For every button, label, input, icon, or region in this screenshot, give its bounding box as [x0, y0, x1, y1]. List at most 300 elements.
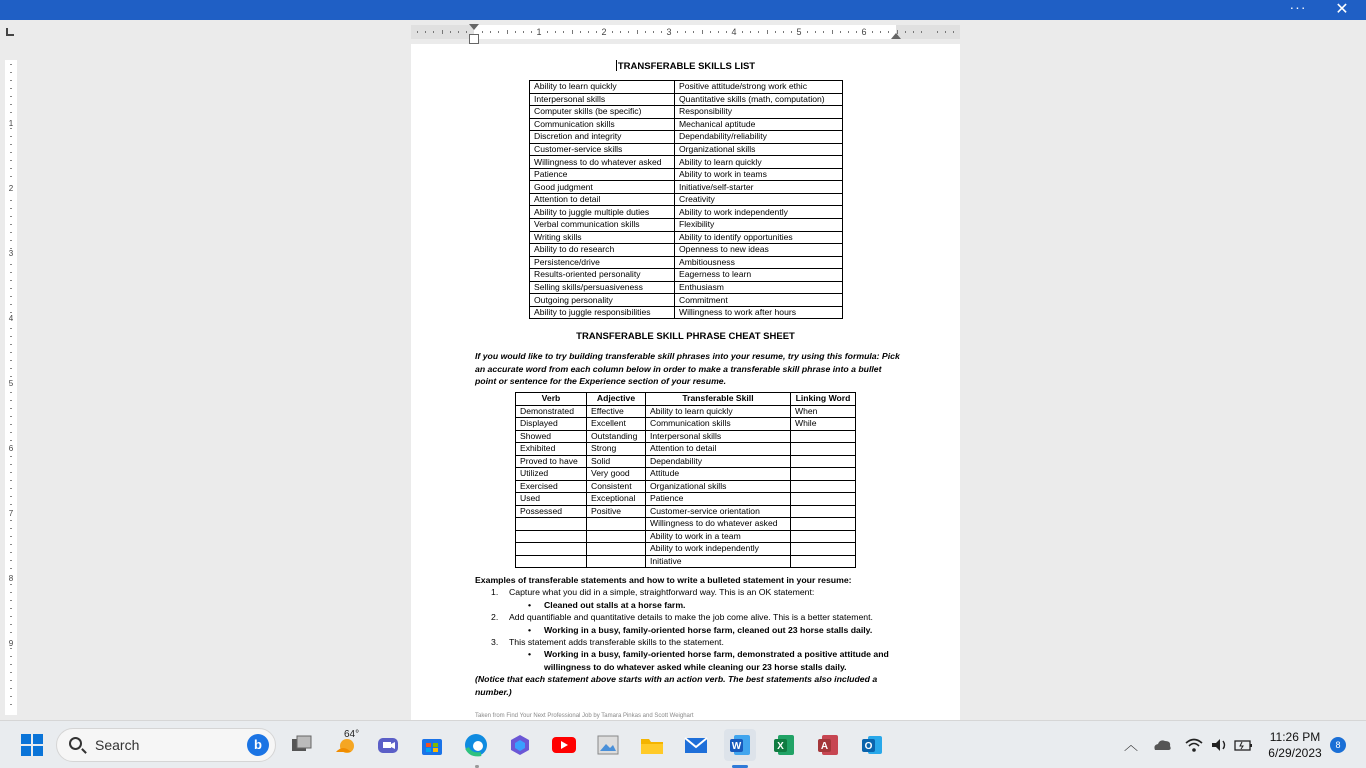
table-row — [516, 468, 856, 481]
ruler-tick — [10, 80, 12, 81]
ruler-tick — [677, 31, 678, 33]
table-cell: Outstanding — [587, 430, 646, 443]
list-item — [475, 586, 915, 598]
ruler-tick — [718, 31, 719, 33]
ruler-tick — [628, 31, 629, 33]
table-cell: While — [791, 418, 856, 431]
ruler-tick — [10, 536, 12, 537]
ruler-tick — [10, 344, 12, 345]
ruler-tick — [10, 312, 12, 313]
ruler-tick — [10, 216, 12, 217]
ruler-number: 1 — [536, 27, 542, 37]
table-cell: Eagerness to learn — [675, 269, 843, 282]
table-cell: Ambitiousness — [675, 256, 843, 269]
list-item — [475, 611, 915, 623]
ruler-tick — [523, 31, 524, 33]
photos-icon[interactable] — [592, 729, 624, 761]
table-cell — [587, 530, 646, 543]
table-row — [530, 256, 843, 269]
bullet-text: Working in a busy, family-oriented horse farm, demonstrated a positive attitude and willingness to do whatever asked while cleaning our 23 horse stalls daily. — [544, 649, 889, 672]
microsoft-store-icon[interactable] — [416, 729, 448, 761]
document-page[interactable] — [411, 44, 960, 720]
table-cell: Demonstrated — [516, 405, 587, 418]
bullet-text: Working in a busy, family-oriented horse farm, cleaned out 23 horse stalls daily. — [544, 624, 873, 635]
ruler-tick — [685, 31, 686, 33]
ruler-tick — [710, 31, 711, 33]
right-indent-marker[interactable] — [891, 32, 901, 39]
tab-selector-icon[interactable] — [6, 28, 14, 36]
ruler-number: 2 — [601, 27, 607, 37]
table-row — [530, 244, 843, 257]
ruler-tick — [10, 680, 12, 681]
table-cell: Very good — [587, 468, 646, 481]
ruler-tick — [507, 30, 508, 34]
notice-text: (Notice that each statement above starts with an action verb. The best statements also included a number.) — [475, 674, 878, 697]
ruler-tick — [10, 704, 12, 705]
ruler-tick — [953, 31, 954, 33]
table-row — [530, 181, 843, 194]
horizontal-ruler[interactable] — [411, 25, 960, 39]
table-cell: Attitude — [646, 468, 791, 481]
ruler-tick — [10, 328, 12, 329]
ruler-tick — [10, 688, 12, 689]
ruler-number: 9 — [5, 639, 17, 648]
table-cell: Commitment — [675, 294, 843, 307]
table-cell — [791, 430, 856, 443]
ruler-tick — [425, 31, 426, 33]
ruler-tick — [840, 31, 841, 33]
table-cell — [587, 555, 646, 568]
ruler-tick — [921, 31, 922, 33]
ruler-tick — [10, 528, 12, 529]
ruler-tick — [10, 104, 12, 105]
list-number: 1. — [491, 587, 499, 598]
table-cell: Quantitative skills (math, computation) — [675, 93, 843, 106]
table-cell: Showed — [516, 430, 587, 443]
ruler-tick — [702, 30, 703, 34]
page-title — [411, 60, 960, 72]
list-number: 2. — [491, 612, 499, 623]
ruler-tick — [10, 440, 12, 441]
table-cell — [791, 518, 856, 531]
more-options-icon[interactable]: ··· — [1289, 0, 1307, 15]
ruler-number: 3 — [5, 249, 17, 258]
youtube-icon[interactable] — [548, 729, 580, 761]
edge-icon[interactable] — [460, 729, 492, 761]
ruler-tick — [693, 31, 694, 33]
list-text: Capture what you did in a simple, straightforward way. This is an OK statement: — [509, 587, 815, 598]
table-cell: Exercised — [516, 480, 587, 493]
table-cell: Computer skills (be specific) — [530, 106, 675, 119]
ruler-tick — [555, 31, 556, 33]
search-label: Search — [95, 737, 140, 753]
wifi-icon[interactable] — [1180, 729, 1208, 761]
table-row — [516, 518, 856, 531]
svg-text:O: O — [864, 741, 873, 752]
ruler-tick — [10, 616, 12, 617]
table-cell: Patience — [530, 168, 675, 181]
ruler-tick — [823, 31, 824, 33]
ruler-tick — [937, 31, 938, 33]
table-cell: Enthusiasm — [675, 281, 843, 294]
ruler-tick — [10, 480, 12, 481]
ruler-tick — [531, 31, 532, 33]
ruler-tick — [10, 144, 12, 145]
copilot-icon[interactable] — [504, 729, 536, 761]
cheat-sheet-title: TRANSFERABLE SKILL PHRASE CHEAT SHEET — [576, 331, 795, 342]
table-cell — [791, 480, 856, 493]
table-cell: Communication skills — [646, 418, 791, 431]
ruler-tick — [905, 31, 906, 33]
table-cell: Ability to learn quickly — [530, 81, 675, 94]
ruler-tick — [775, 31, 776, 33]
table-row — [530, 106, 843, 119]
table-cell: Attention to detail — [646, 443, 791, 456]
clock-date: 6/29/2023 — [1268, 746, 1322, 760]
ruler-tick — [547, 31, 548, 33]
skills-table — [529, 80, 843, 319]
intro-paragraph: If you would like to try building transferable skill phrases into your resume, try using this formula: Pick an accurate word from each column below in order to make a transferable skill phrase into a bullet point or sentence for the Experience section of your resume. — [475, 351, 900, 386]
table-cell: Ability to juggle multiple duties — [530, 206, 675, 219]
column-header: Transferable Skill — [646, 393, 791, 406]
ruler-tick — [10, 696, 12, 697]
access-icon[interactable] — [812, 729, 844, 761]
ruler-tick — [10, 176, 12, 177]
ruler-tick — [645, 31, 646, 33]
ruler-tick — [10, 648, 12, 649]
ruler-tick — [588, 31, 589, 33]
table-cell — [587, 543, 646, 556]
table-cell: Ability to work independently — [675, 206, 843, 219]
ruler-tick — [10, 88, 12, 89]
weather-temperature: 64° — [344, 729, 360, 740]
column-header: Verb — [516, 393, 587, 406]
start-button[interactable] — [16, 729, 48, 761]
table-cell: Attention to detail — [530, 193, 675, 206]
list-text: This statement adds transferable skills to the statement. — [509, 637, 724, 648]
ruler-tick — [10, 408, 12, 409]
table-cell: Possessed — [516, 505, 587, 518]
ruler-tick — [10, 456, 12, 457]
table-header-row — [516, 393, 856, 406]
ruler-tick — [758, 31, 759, 33]
ruler-tick — [10, 608, 12, 609]
table-cell: Ability to identify opportunities — [675, 231, 843, 244]
table-cell: Customer-service orientation — [646, 505, 791, 518]
table-row — [516, 430, 856, 443]
table-cell: Patience — [646, 493, 791, 506]
bullet-item — [475, 599, 915, 611]
ruler-tick — [10, 600, 12, 601]
page-title-text: TRANSFERABLE SKILLS LIST — [617, 61, 756, 72]
ruler-number: 5 — [796, 27, 802, 37]
table-cell: Ability to learn quickly — [675, 156, 843, 169]
ruler-tick — [10, 584, 12, 585]
ruler-tick — [661, 31, 662, 33]
table-cell — [587, 518, 646, 531]
ruler-tick — [10, 240, 12, 241]
ruler-number: 8 — [5, 574, 17, 583]
system-clock[interactable] — [1258, 729, 1332, 761]
ruler-number: 5 — [5, 379, 17, 388]
table-cell — [516, 543, 587, 556]
ruler-tick — [450, 31, 451, 33]
ruler-tick — [815, 31, 816, 33]
ruler-tick — [10, 520, 12, 521]
table-row — [530, 281, 843, 294]
ruler-tick — [653, 31, 654, 33]
ruler-tick — [880, 31, 881, 33]
ruler-tick — [10, 112, 12, 113]
table-row — [516, 493, 856, 506]
ruler-tick — [563, 31, 564, 33]
table-cell: When — [791, 405, 856, 418]
ruler-tick — [10, 664, 12, 665]
ruler-tick — [10, 488, 12, 489]
ruler-tick — [10, 264, 12, 265]
windows-logo-icon — [21, 734, 43, 756]
table-cell: Solid — [587, 455, 646, 468]
bullet-item — [475, 648, 915, 673]
bullet-item — [475, 624, 915, 636]
ruler-tick — [10, 392, 12, 393]
ruler-tick — [10, 360, 12, 361]
ruler-tick — [10, 432, 12, 433]
table-row — [516, 455, 856, 468]
table-row — [516, 555, 856, 568]
ruler-tick — [10, 376, 12, 377]
ruler-tick — [10, 280, 12, 281]
cheat-sheet-table — [515, 392, 856, 568]
ruler-number: 1 — [5, 119, 17, 128]
table-row — [530, 294, 843, 307]
left-indent-marker[interactable] — [469, 34, 479, 44]
vertical-ruler[interactable] — [5, 60, 17, 715]
table-cell: Used — [516, 493, 587, 506]
table-cell: Effective — [587, 405, 646, 418]
ruler-number: 3 — [666, 27, 672, 37]
table-cell: Interpersonal skills — [646, 430, 791, 443]
table-cell: Flexibility — [675, 219, 843, 232]
first-line-indent-marker[interactable] — [469, 24, 479, 31]
table-cell: Excellent — [587, 418, 646, 431]
ruler-tick — [10, 552, 12, 553]
ruler-tick — [888, 31, 889, 33]
file-explorer-icon[interactable] — [636, 729, 668, 761]
word-icon[interactable] — [724, 729, 756, 761]
table-cell: Customer-service skills — [530, 143, 675, 156]
ruler-tick — [10, 592, 12, 593]
ruler-tick — [10, 72, 12, 73]
ruler-tick — [637, 30, 638, 34]
taskbar — [0, 720, 1366, 768]
notification-badge[interactable]: 8 — [1330, 737, 1346, 753]
svg-text:A: A — [820, 741, 829, 752]
table-row — [530, 219, 843, 232]
table-cell: Exceptional — [587, 493, 646, 506]
ruler-tick — [572, 30, 573, 34]
table-cell: Displayed — [516, 418, 587, 431]
ruler-tick — [945, 31, 946, 33]
ruler-tick — [10, 160, 12, 161]
ruler-tick — [750, 31, 751, 33]
table-row — [530, 143, 843, 156]
examples-section — [475, 574, 915, 698]
table-row — [516, 405, 856, 418]
ruler-tick — [10, 208, 12, 209]
table-cell: Outgoing personality — [530, 294, 675, 307]
table-row — [530, 81, 843, 94]
ruler-tick — [433, 31, 434, 33]
table-cell: Selling skills/persuasiveness — [530, 281, 675, 294]
ruler-tick — [10, 544, 12, 545]
column-header: Linking Word — [791, 393, 856, 406]
table-cell: Exhibited — [516, 443, 587, 456]
title-bar — [0, 0, 1366, 20]
table-row — [530, 206, 843, 219]
svg-text:W: W — [731, 741, 742, 752]
table-row — [516, 480, 856, 493]
table-row — [516, 418, 856, 431]
table-cell: Willingness to do whatever asked — [646, 518, 791, 531]
examples-heading: Examples of transferable statements and how to write a bulleted statement in your resume: — [475, 575, 852, 585]
table-cell: Openness to new ideas — [675, 244, 843, 257]
search-icon — [69, 737, 82, 750]
mail-icon[interactable] — [680, 729, 712, 761]
bullet-icon: • — [528, 599, 532, 610]
onedrive-icon[interactable] — [1148, 729, 1176, 761]
table-row — [530, 269, 843, 282]
ruler-number: 4 — [731, 27, 737, 37]
table-row — [516, 530, 856, 543]
ruler-tick — [466, 31, 467, 33]
table-row — [530, 156, 843, 169]
bullet-icon: • — [528, 624, 532, 635]
bullet-text: Cleaned out stalls at a horse farm. — [544, 599, 686, 610]
bing-icon[interactable]: b — [247, 734, 269, 756]
table-cell: Good judgment — [530, 181, 675, 194]
ruler-tick — [10, 560, 12, 561]
ruler-number: 7 — [5, 509, 17, 518]
ruler-left-margin — [411, 25, 474, 39]
ruler-tick — [10, 416, 12, 417]
clock-time: 11:26 PM — [1269, 730, 1321, 744]
list-number: 3. — [491, 637, 499, 648]
ruler-tick — [490, 31, 491, 33]
ruler-tick — [10, 464, 12, 465]
table-cell: Ability to learn quickly — [646, 405, 791, 418]
ruler-tick — [807, 31, 808, 33]
table-cell — [516, 530, 587, 543]
ruler-tick — [10, 96, 12, 97]
ruler-tick — [10, 288, 12, 289]
table-cell: Interpersonal skills — [530, 93, 675, 106]
ruler-tick — [10, 472, 12, 473]
ruler-tick — [10, 672, 12, 673]
ruler-tick — [10, 232, 12, 233]
table-row — [516, 443, 856, 456]
ruler-tick — [580, 31, 581, 33]
ruler-tick — [10, 624, 12, 625]
table-cell: Proved to have — [516, 455, 587, 468]
ruler-tick — [767, 30, 768, 34]
ruler-tick — [612, 31, 613, 33]
ruler-number: 6 — [5, 444, 17, 453]
ruler-tick — [515, 31, 516, 33]
teams-chat-icon[interactable] — [372, 729, 404, 761]
table-row — [530, 306, 843, 319]
table-cell: Strong — [587, 443, 646, 456]
ruler-tick — [596, 31, 597, 33]
chevron-up-icon[interactable]: ︿ — [1124, 737, 1138, 753]
list-item — [475, 636, 915, 648]
table-cell: Ability to work independently — [646, 543, 791, 556]
ruler-tick — [10, 632, 12, 633]
ruler-tick — [913, 31, 914, 33]
ruler-tick — [10, 136, 12, 137]
taskbar-search[interactable] — [56, 728, 276, 762]
ruler-tick — [848, 31, 849, 33]
footer-text: Taken from Find Your Next Professional Job by Tamara Pinkas and Scott Weighart — [475, 713, 694, 719]
ruler-tick — [10, 200, 12, 201]
ruler-tick — [458, 31, 459, 33]
table-cell: Ability to work in teams — [675, 168, 843, 181]
table-cell — [791, 555, 856, 568]
battery-icon[interactable] — [1230, 729, 1258, 761]
table-cell: Discretion and integrity — [530, 131, 675, 144]
ruler-tick — [10, 496, 12, 497]
table-row — [530, 168, 843, 181]
table-cell: Willingness to do whatever asked — [530, 156, 675, 169]
table-row — [530, 131, 843, 144]
table-cell: Verbal communication skills — [530, 219, 675, 232]
ruler-tick — [10, 400, 12, 401]
table-cell: Organizational skills — [646, 480, 791, 493]
ruler-tick — [832, 30, 833, 34]
ruler-tick — [10, 424, 12, 425]
ruler-tick — [783, 31, 784, 33]
close-icon[interactable]: ✕ — [1335, 1, 1349, 18]
text-cursor — [616, 60, 617, 71]
table-cell: Consistent — [587, 480, 646, 493]
table-cell — [791, 443, 856, 456]
ruler-tick — [10, 568, 12, 569]
table-cell: Initiative — [646, 555, 791, 568]
table-cell — [791, 505, 856, 518]
outlook-icon[interactable] — [856, 729, 888, 761]
ruler-tick — [10, 224, 12, 225]
table-cell: Responsibility — [675, 106, 843, 119]
ruler-tick — [10, 368, 12, 369]
table-cell: Ability to work in a team — [646, 530, 791, 543]
table-cell: Positive — [587, 505, 646, 518]
ruler-tick — [10, 128, 12, 129]
table-cell: Persistence/drive — [530, 256, 675, 269]
table-cell — [791, 455, 856, 468]
ruler-tick — [417, 31, 418, 33]
table-cell: Writing skills — [530, 231, 675, 244]
table-cell: Organizational skills — [675, 143, 843, 156]
table-cell: Creativity — [675, 193, 843, 206]
table-cell: Communication skills — [530, 118, 675, 131]
ruler-tick — [10, 504, 12, 505]
table-cell: Ability to juggle responsibilities — [530, 306, 675, 319]
ruler-tick — [10, 656, 12, 657]
table-row — [530, 193, 843, 206]
task-view-icon[interactable] — [286, 729, 318, 761]
excel-icon[interactable] — [768, 729, 800, 761]
table-row — [516, 505, 856, 518]
